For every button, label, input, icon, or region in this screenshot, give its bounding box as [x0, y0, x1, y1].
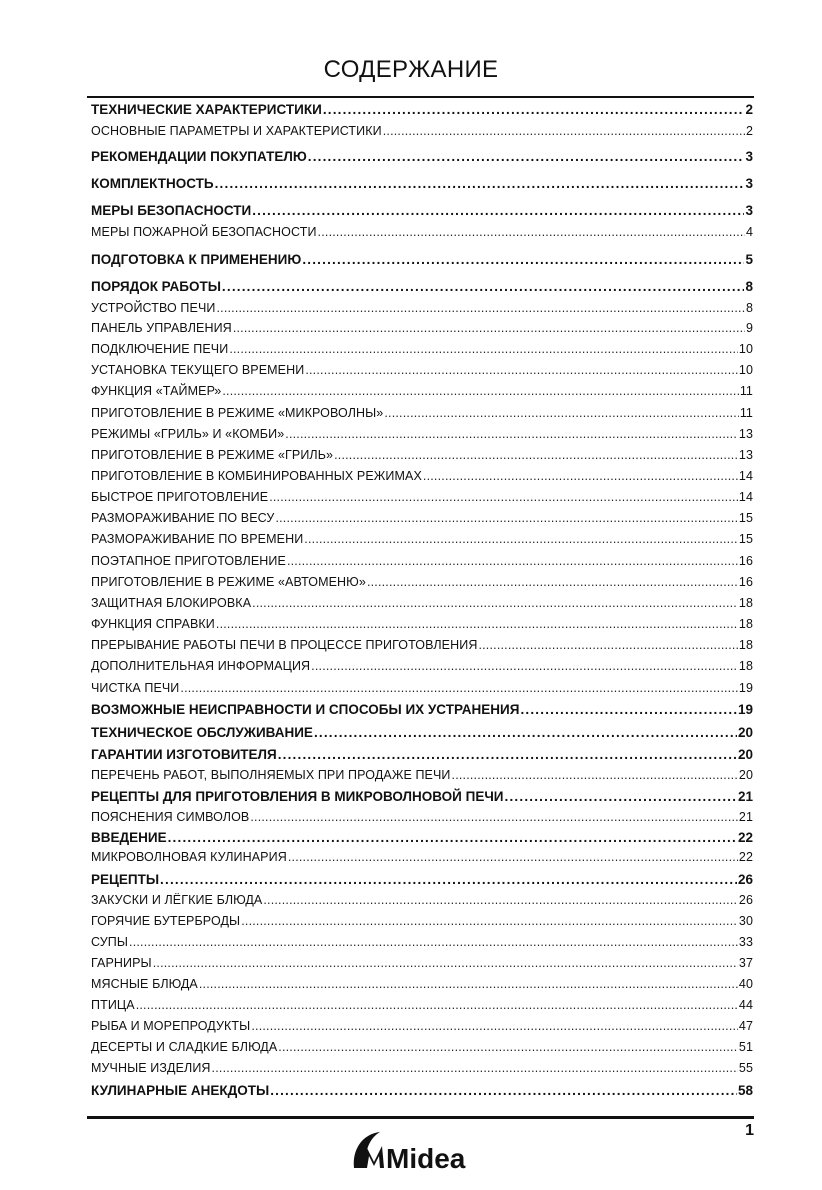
toc-dot-leader: [180, 681, 737, 695]
toc-entry-page: 33: [738, 935, 753, 949]
toc-entry-page: 18: [738, 659, 753, 673]
toc-dot-leader: [304, 532, 738, 546]
toc-entry-page: 9: [745, 321, 753, 335]
toc-dot-leader: [153, 956, 738, 970]
toc-entry-label: ЗАЩИТНАЯ БЛОКИРОВКА: [91, 596, 252, 610]
toc-dot-leader: [251, 1019, 738, 1033]
toc-entry-label: МУЧНЫЕ ИЗДЕЛИЯ: [91, 1061, 211, 1075]
toc-entry-label: РЕЦЕПТЫ ДЛЯ ПРИГОТОВЛЕНИЯ В МИКРОВОЛНОВОЙ ПЕЧИ: [91, 789, 504, 804]
toc-entry-page: 11: [739, 406, 753, 420]
toc-entry: [91, 203, 753, 218]
toc-dot-leader: [129, 935, 738, 949]
toc-entry: [91, 935, 753, 949]
toc-entry-label: ПРИГОТОВЛЕНИЕ В РЕЖИМЕ «МИКРОВОЛНЫ»: [91, 406, 384, 420]
toc-entry-label: ПОЯСНЕНИЯ СИМВОЛОВ: [91, 810, 250, 824]
toc-entry-label: РЕКОМЕНДАЦИИ ПОКУПАТЕЛЮ: [91, 149, 307, 164]
toc-dot-leader: [287, 554, 738, 568]
toc-entry: [91, 575, 753, 589]
toc-entry: [91, 102, 753, 117]
toc-entry: [91, 596, 753, 610]
toc-entry-page: 11: [739, 384, 753, 398]
toc-dot-leader: [367, 575, 738, 589]
toc-dot-leader: [270, 1083, 737, 1098]
toc-entry: [91, 301, 753, 315]
toc-entry-label: РАЗМОРАЖИВАНИЕ ПО ВЕСУ: [91, 511, 275, 525]
toc-entry-label: КОМПЛЕКТНОСТЬ: [91, 176, 214, 191]
midea-logo: [348, 1128, 468, 1174]
toc-dot-leader: [160, 872, 737, 887]
toc-dot-leader: [250, 810, 738, 824]
toc-dot-leader: [269, 490, 738, 504]
toc-entry-label: ВОЗМОЖНЫЕ НЕИСПРАВНОСТИ И СПОСОБЫ ИХ УСТРАНЕНИЯ: [91, 702, 520, 717]
toc-entry-page: 47: [738, 1019, 753, 1033]
toc-entry: [91, 342, 753, 356]
toc-entry: [91, 225, 753, 239]
toc-entry-label: ГОРЯЧИЕ БУТЕРБРОДЫ: [91, 914, 241, 928]
toc-entry-label: ПЕРЕЧЕНЬ РАБОТ, ВЫПОЛНЯЕМЫХ ПРИ ПРОДАЖЕ ПЕЧИ: [91, 768, 451, 782]
toc-entry-page: 3: [745, 203, 753, 218]
toc-entry: [91, 681, 753, 695]
toc-dot-leader: [252, 596, 738, 610]
toc-entry-label: ГАРНИРЫ: [91, 956, 152, 970]
toc-entry: [91, 490, 753, 504]
toc-entry-page: 14: [738, 490, 753, 504]
toc-entry-page: 3: [745, 176, 753, 191]
toc-dot-leader: [285, 427, 738, 441]
toc-entry-label: ЗАКУСКИ И ЛЁГКИЕ БЛЮДА: [91, 893, 263, 907]
toc-entry: [91, 554, 753, 568]
toc-dot-leader: [278, 747, 737, 762]
toc-entry: [91, 617, 753, 631]
toc-dot-leader: [278, 1040, 738, 1054]
toc-entry-page: 18: [738, 617, 753, 631]
toc-dot-leader: [423, 469, 738, 483]
toc-entry-label: МИКРОВОЛНОВАЯ КУЛИНАРИЯ: [91, 850, 287, 864]
toc-entry: [91, 725, 753, 740]
toc-dot-leader: [288, 850, 738, 864]
toc-dot-leader: [199, 977, 738, 991]
toc-entry-page: 10: [738, 342, 753, 356]
toc-entry-page: 13: [738, 448, 753, 462]
toc-entry-label: ПРИГОТОВЛЕНИЕ В РЕЖИМЕ «АВТОМЕНЮ»: [91, 575, 366, 589]
top-divider: [87, 96, 754, 98]
toc-entry-page: 20: [737, 725, 753, 740]
toc-dot-leader: [323, 102, 745, 117]
toc-entry-page: 55: [738, 1061, 753, 1075]
toc-entry-label: ОСНОВНЫЕ ПАРАМЕТРЫ И ХАРАКТЕРИСТИКИ: [91, 124, 382, 138]
toc-dot-leader: [302, 252, 744, 267]
toc-entry: [91, 768, 753, 782]
toc-entry-label: ТЕХНИЧЕСКИЕ ХАРАКТЕРИСТИКИ: [91, 102, 322, 117]
toc-entry-page: 2: [745, 102, 753, 117]
toc-entry-label: ПОДГОТОВКА К ПРИМЕНЕНИЮ: [91, 252, 302, 267]
toc-dot-leader: [383, 124, 745, 138]
toc-entry-page: 44: [738, 998, 753, 1012]
toc-entry: [91, 956, 753, 970]
toc-dot-leader: [252, 203, 744, 218]
toc-dot-leader: [241, 914, 738, 928]
toc-entry-page: 10: [738, 363, 753, 377]
toc-dot-leader: [305, 363, 738, 377]
toc-dot-leader: [520, 702, 737, 717]
toc-entry: [91, 872, 753, 887]
toc-entry-page: 15: [738, 532, 753, 546]
toc-dot-leader: [334, 448, 738, 462]
toc-entry: [91, 252, 753, 267]
toc-entry-page: 8: [745, 301, 753, 315]
toc-entry-page: 15: [738, 511, 753, 525]
toc-entry: [91, 977, 753, 991]
toc-entry-label: МЕРЫ БЕЗОПАСНОСТИ: [91, 203, 252, 218]
toc-entry-label: ПРИГОТОВЛЕНИЕ В РЕЖИМЕ «ГРИЛЬ»: [91, 448, 334, 462]
toc-entry-label: КУЛИНАРНЫЕ АНЕКДОТЫ: [91, 1083, 270, 1098]
toc-entry: [91, 279, 753, 294]
toc-entry-page: 21: [738, 810, 753, 824]
toc-entry-page: 16: [738, 554, 753, 568]
toc-entry: [91, 448, 753, 462]
toc-entry: [91, 638, 753, 652]
toc-entry: [91, 511, 753, 525]
toc-entry: [91, 321, 753, 335]
toc-entry-label: ГАРАНТИИ ИЗГОТОВИТЕЛЯ: [91, 747, 277, 762]
toc-entry-label: ПРЕРЫВАНИЕ РАБОТЫ ПЕЧИ В ПРОЦЕССЕ ПРИГОТОВЛЕНИЯ: [91, 638, 478, 652]
toc-entry-label: СУПЫ: [91, 935, 129, 949]
toc-entry-label: ПРИГОТОВЛЕНИЕ В КОМБИНИРОВАННЫХ РЕЖИМАХ: [91, 469, 422, 483]
toc-entry: [91, 659, 753, 673]
toc-entry: [91, 124, 753, 138]
toc-entry: [91, 789, 753, 804]
toc-entry-label: ПОДКЛЮЧЕНИЕ ПЕЧИ: [91, 342, 229, 356]
toc-entry-page: 58: [737, 1083, 753, 1098]
toc-entry: [91, 363, 753, 377]
toc-entry-page: 19: [738, 681, 753, 695]
toc-entry-page: 37: [738, 956, 753, 970]
toc-dot-leader: [216, 617, 738, 631]
toc-entry: [91, 1019, 753, 1033]
toc-entry-label: РАЗМОРАЖИВАНИЕ ПО ВРЕМЕНИ: [91, 532, 304, 546]
toc-dot-leader: [314, 725, 737, 740]
toc-entry: [91, 747, 753, 762]
toc-entry-label: ПАНЕЛЬ УПРАВЛЕНИЯ: [91, 321, 232, 335]
toc-entry-label: БЫСТРОЕ ПРИГОТОВЛЕНИЕ: [91, 490, 269, 504]
toc-entry-page: 5: [745, 252, 753, 267]
toc-entry: [91, 998, 753, 1012]
toc-entry: [91, 384, 753, 398]
toc-entry-page: 2: [745, 124, 753, 138]
toc-entry-page: 30: [738, 914, 753, 928]
toc-entry-label: МЯСНЫЕ БЛЮДА: [91, 977, 198, 991]
toc-dot-leader: [275, 511, 737, 525]
page-title: СОДЕРЖАНИЕ: [323, 56, 499, 83]
toc-entry: [91, 1040, 753, 1054]
toc-dot-leader: [505, 789, 737, 804]
toc-entry-label: ВВЕДЕНИЕ: [91, 830, 167, 845]
toc-entry-label: ПОЭТАПНОЕ ПРИГОТОВЛЕНИЕ: [91, 554, 286, 568]
toc-dot-leader: [233, 321, 745, 335]
toc-dot-leader: [263, 893, 738, 907]
toc-entry-page: 21: [737, 789, 753, 804]
toc-entry: [91, 1061, 753, 1075]
toc-entry-label: ДОПОЛНИТЕЛЬНАЯ ИНФОРМАЦИЯ: [91, 659, 311, 673]
toc-dot-leader: [384, 406, 738, 420]
toc-entry: [91, 830, 753, 845]
toc-entry: [91, 176, 753, 191]
toc-entry-page: 26: [737, 872, 753, 887]
toc-entry-page: 40: [738, 977, 753, 991]
toc-entry: [91, 427, 753, 441]
toc-entry-page: 22: [738, 850, 753, 864]
toc-dot-leader: [216, 301, 744, 315]
toc-entry-label: РЕЖИМЫ «ГРИЛЬ» И «КОМБИ»: [91, 427, 285, 441]
toc-entry: [91, 1083, 753, 1098]
toc-entry-page: 19: [737, 702, 753, 717]
toc-entry-page: 22: [737, 830, 753, 845]
toc-entry-label: УСТАНОВКА ТЕКУЩЕГО ВРЕМЕНИ: [91, 363, 305, 377]
toc-entry-page: 20: [738, 768, 753, 782]
toc-entry: [91, 149, 753, 164]
toc-entry-page: 14: [738, 469, 753, 483]
bottom-divider: [87, 1116, 754, 1119]
toc-entry-page: 13: [738, 427, 753, 441]
toc-entry-page: 8: [745, 279, 753, 294]
toc-entry: [91, 406, 753, 420]
toc-dot-leader: [308, 149, 745, 164]
toc-entry-label: ЧИСТКА ПЕЧИ: [91, 681, 180, 695]
toc-dot-leader: [212, 1061, 738, 1075]
toc-entry: [91, 914, 753, 928]
toc-entry-page: 26: [738, 893, 753, 907]
toc-dot-leader: [136, 998, 738, 1012]
toc-entry-page: 20: [737, 747, 753, 762]
toc-entry-label: ТЕХНИЧЕСКОЕ ОБСЛУЖИВАНИЕ: [91, 725, 313, 740]
toc-entry-page: 16: [738, 575, 753, 589]
toc-entry-label: РЫБА И МОРЕПРОДУКТЫ: [91, 1019, 251, 1033]
toc-dot-leader: [478, 638, 737, 652]
toc-entry: [91, 469, 753, 483]
toc-entry-page: 4: [745, 225, 753, 239]
toc-entry-label: ФУНКЦИЯ СПРАВКИ: [91, 617, 215, 631]
toc-entry-label: УСТРОЙСТВО ПЕЧИ: [91, 301, 216, 315]
toc-entry-page: 18: [738, 596, 753, 610]
toc-entry: [91, 532, 753, 546]
toc-dot-leader: [168, 830, 737, 845]
toc-entry-label: ПТИЦА: [91, 998, 135, 1012]
toc-entry: [91, 702, 753, 717]
toc-dot-leader: [222, 279, 745, 294]
toc-entry: [91, 850, 753, 864]
toc-dot-leader: [215, 176, 745, 191]
toc-dot-leader: [311, 659, 738, 673]
page-number: 1: [745, 1122, 754, 1139]
toc-entry-page: 18: [738, 638, 753, 652]
toc-entry-label: ДЕСЕРТЫ И СЛАДКИЕ БЛЮДА: [91, 1040, 278, 1054]
logo-text: Midea: [386, 1143, 466, 1174]
toc-entry-label: МЕРЫ ПОЖАРНОЙ БЕЗОПАСНОСТИ: [91, 225, 317, 239]
toc-entry-label: РЕЦЕПТЫ: [91, 872, 160, 887]
toc-entry: [91, 810, 753, 824]
toc-entry-page: 51: [738, 1040, 753, 1054]
toc-dot-leader: [229, 342, 738, 356]
toc-entry: [91, 893, 753, 907]
toc-dot-leader: [452, 768, 738, 782]
toc-entry-label: ФУНКЦИЯ «ТАЙМЕР»: [91, 384, 222, 398]
toc-dot-leader: [318, 225, 745, 239]
toc-entry-page: 3: [745, 149, 753, 164]
toc-dot-leader: [222, 384, 738, 398]
toc-entry-label: ПОРЯДОК РАБОТЫ: [91, 279, 221, 294]
